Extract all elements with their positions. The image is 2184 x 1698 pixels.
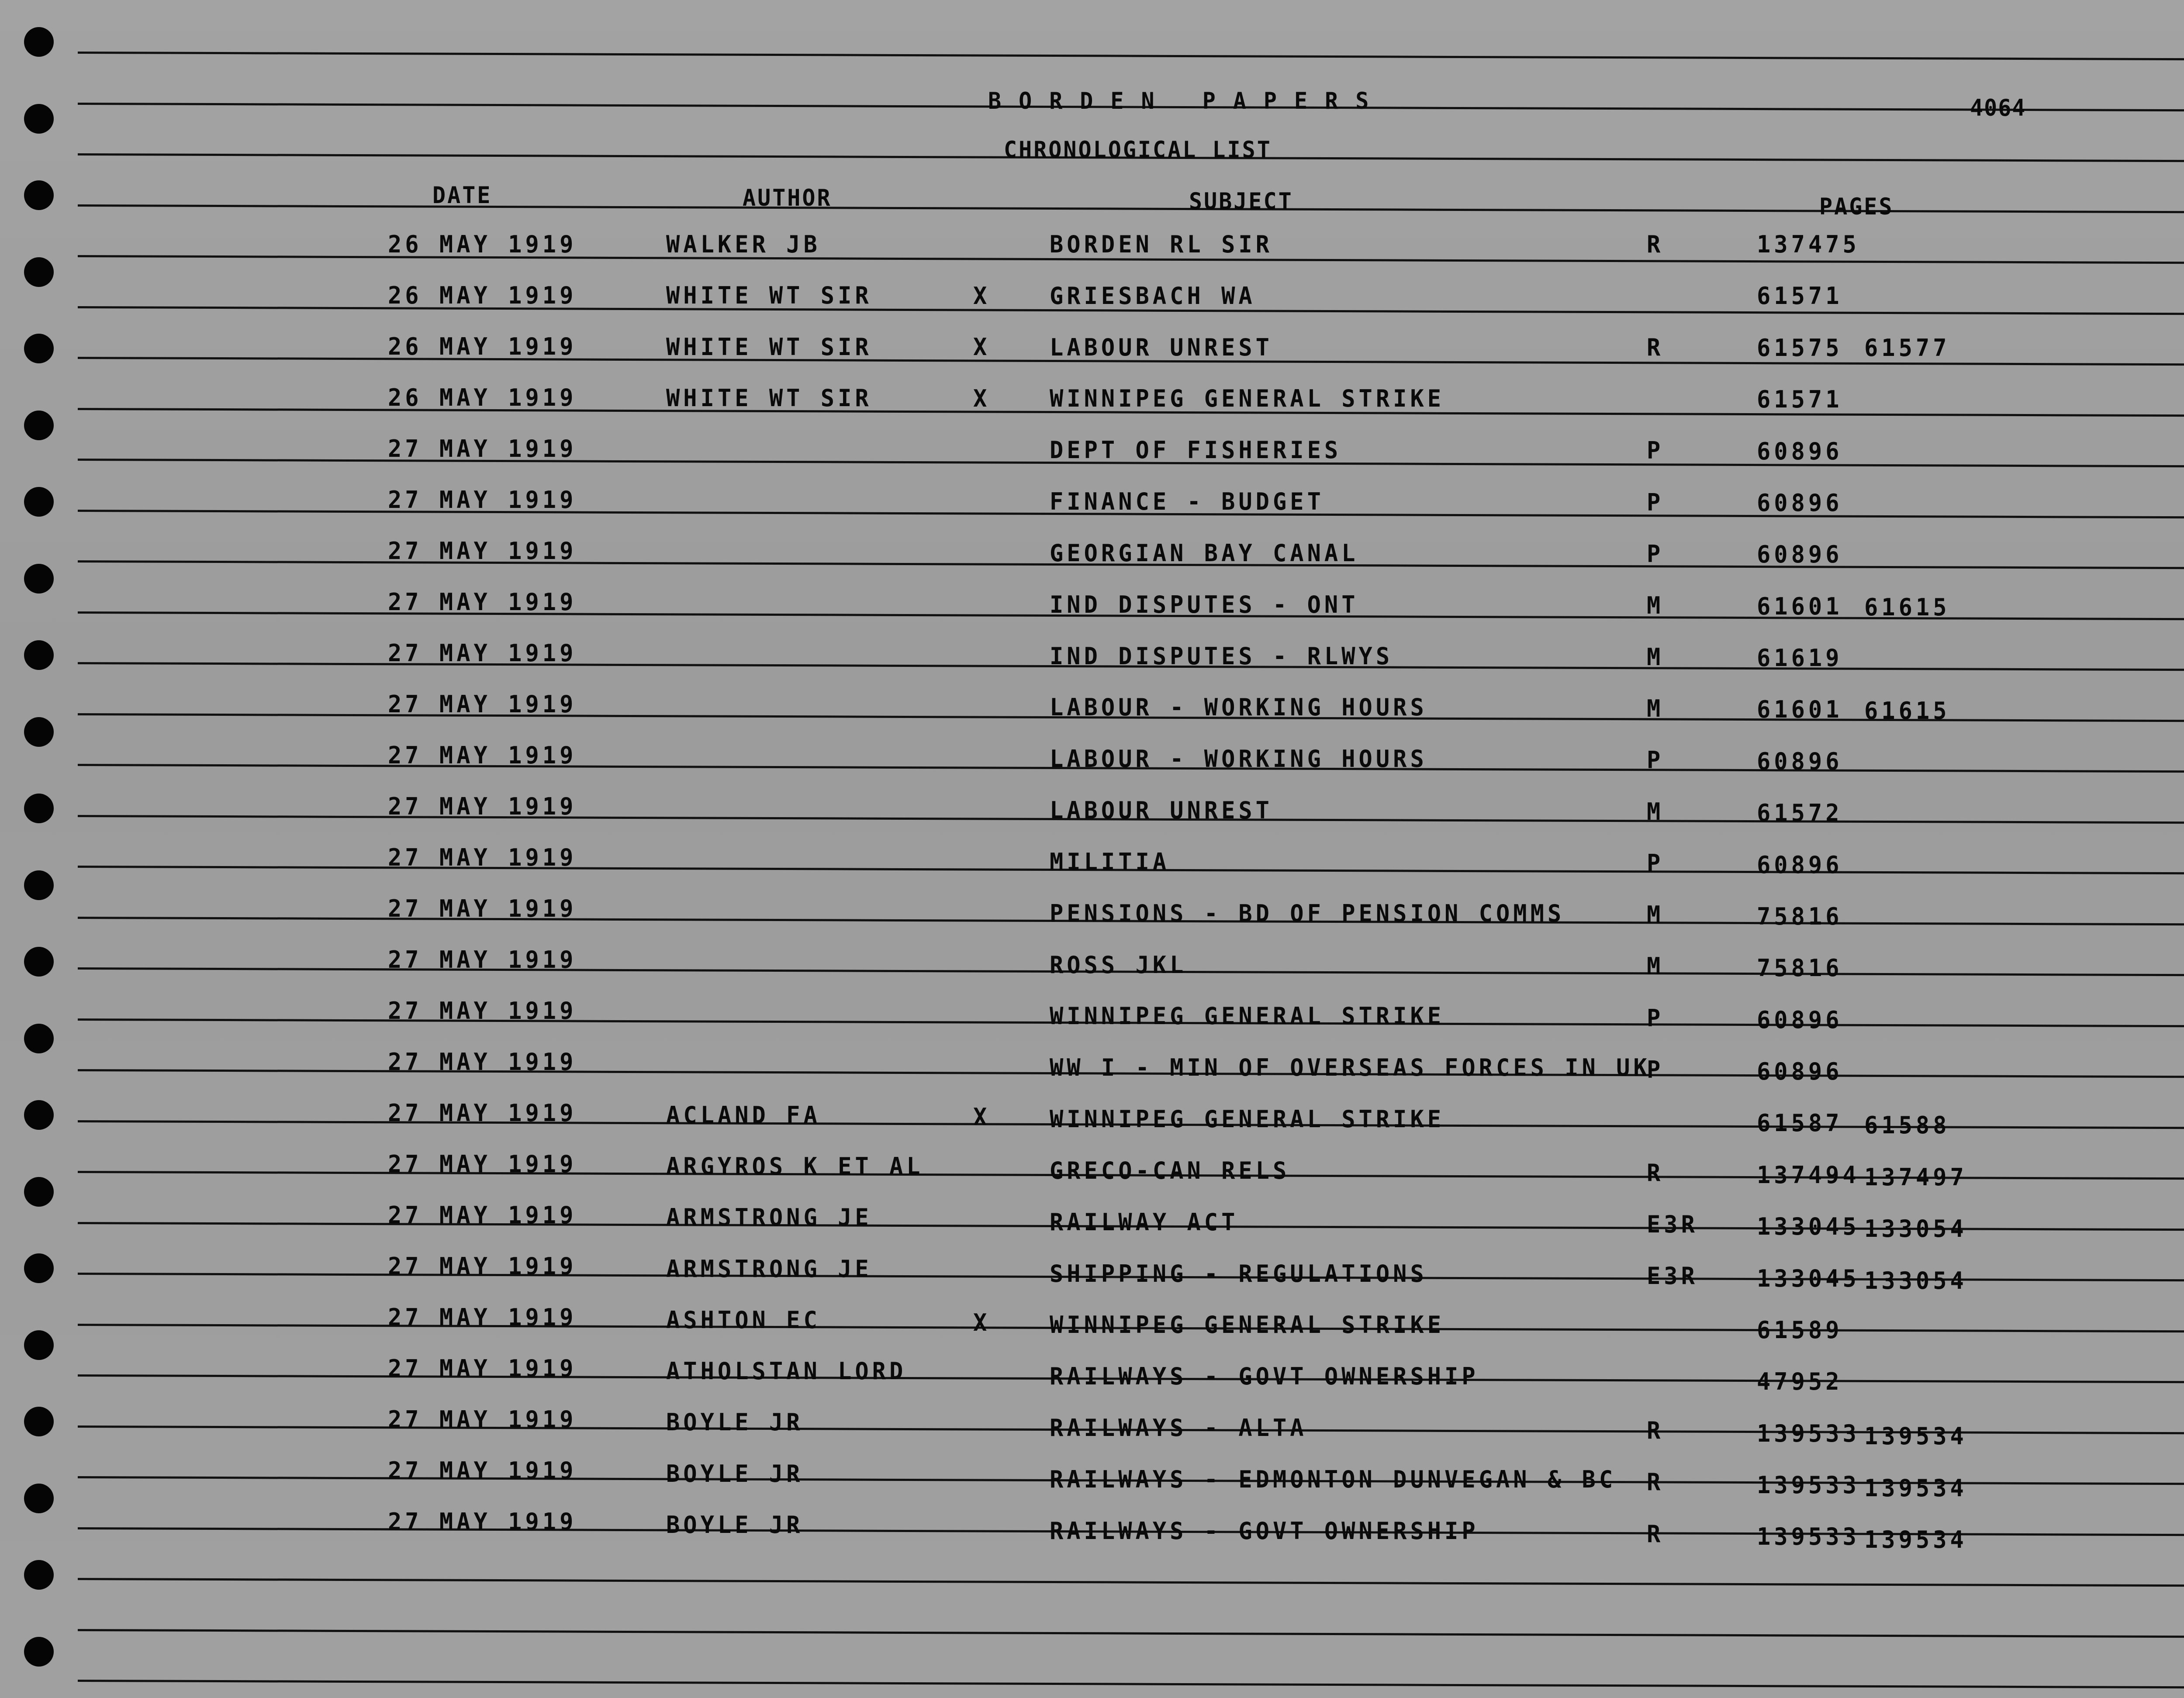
entry-date: 27 MAY 1919 (388, 1355, 577, 1383)
entry-flag: X (973, 333, 991, 361)
ruled-line (78, 1629, 2184, 1638)
entry-page-start: 137475 (1757, 231, 1860, 259)
entry-date: 26 MAY 1919 (388, 282, 577, 310)
entry-page-end: 61615 (1864, 697, 1950, 725)
entry-code: P (1647, 489, 1664, 516)
entry-subject: IND DISPUTES - RLWYS (1050, 642, 1393, 670)
entry-subject: GEORGIAN BAY CANAL (1050, 539, 1359, 567)
feed-hole (24, 1330, 54, 1360)
entry-code: R (1647, 1468, 1664, 1496)
entry-page-start: 139533 (1757, 1523, 1860, 1551)
entry-author: ARGYROS K ET AL (666, 1153, 924, 1180)
entry-subject: ROSS JKL (1050, 951, 1187, 979)
entry-page-start: 60896 (1757, 438, 1843, 465)
entry-subject: LABOUR UNREST (1050, 334, 1273, 362)
entry-author: ACLAND FA (666, 1101, 821, 1129)
entry-author: ARMSTRONG JE (666, 1204, 872, 1232)
entry-date: 26 MAY 1919 (388, 231, 577, 259)
entry-flag: X (973, 1103, 991, 1131)
entry-page-start: 61589 (1757, 1316, 1843, 1344)
entry-code: P (1647, 746, 1664, 774)
entry-subject: BORDEN RL SIR (1050, 231, 1273, 259)
entry-date: 26 MAY 1919 (388, 384, 577, 412)
entry-date: 27 MAY 1919 (388, 1508, 577, 1536)
entry-subject: RAILWAY ACT (1050, 1208, 1239, 1236)
entry-code: E3R (1647, 1262, 1698, 1290)
entry-page-start: 60896 (1757, 541, 1843, 569)
entry-code: R (1647, 1159, 1664, 1187)
entry-page-end: 133054 (1864, 1267, 1967, 1295)
entry-page-start: 61572 (1757, 799, 1843, 827)
feed-hole (24, 870, 54, 900)
entry-page-end: 139534 (1864, 1474, 1967, 1502)
entry-subject: WINNIPEG GENERAL STRIKE (1050, 1002, 1445, 1030)
entry-date: 27 MAY 1919 (388, 946, 577, 974)
entry-page-start: 61601 (1757, 696, 1843, 724)
feed-hole (24, 334, 54, 363)
entry-date: 27 MAY 1919 (388, 895, 577, 923)
entry-code: E3R (1647, 1211, 1698, 1239)
entry-page-end: 139534 (1864, 1422, 1967, 1450)
entry-code: P (1647, 1004, 1664, 1032)
entry-author: ARMSTRONG JE (666, 1255, 872, 1283)
entry-page-start: 60896 (1757, 748, 1843, 776)
entry-subject: WINNIPEG GENERAL STRIKE (1050, 385, 1445, 413)
entry-code: R (1647, 1520, 1664, 1548)
ruled-line (78, 52, 2184, 60)
entry-subject: WW I - MIN OF OVERSEAS FORCES IN UK (1050, 1054, 1651, 1082)
column-header-author: AUTHOR (743, 184, 832, 211)
entry-code: P (1647, 540, 1664, 568)
column-header-date: DATE (432, 182, 492, 209)
entry-subject: FINANCE - BUDGET (1050, 488, 1324, 516)
entry-subject: MILITIA (1050, 848, 1170, 876)
entry-author: WHITE WT SIR (666, 282, 872, 310)
entry-code: P (1647, 437, 1664, 465)
feed-hole (24, 1484, 54, 1513)
feed-hole (24, 947, 54, 977)
entry-date: 27 MAY 1919 (388, 1253, 577, 1280)
entry-subject: RAILWAYS - ALTA (1050, 1414, 1307, 1442)
tractor-feed-left (0, 0, 74, 1698)
entry-code: R (1647, 1417, 1664, 1445)
entry-page-start: 61575 (1757, 334, 1843, 362)
entry-code: P (1647, 1056, 1664, 1084)
entry-author: ATHOLSTAN LORD (666, 1357, 907, 1385)
entry-subject: LABOUR - WORKING HOURS (1050, 694, 1427, 721)
entry-page-start: 133045 (1757, 1265, 1860, 1292)
entry-page-start: 61601 (1757, 593, 1843, 621)
entry-subject: GRIESBACH WA (1050, 282, 1256, 310)
entry-date: 27 MAY 1919 (388, 435, 577, 463)
entry-author: WALKER JB (666, 231, 821, 259)
entry-code: R (1647, 334, 1664, 362)
entry-page-start: 60896 (1757, 1058, 1843, 1086)
ruled-line (78, 1578, 2184, 1587)
entry-date: 27 MAY 1919 (388, 1048, 577, 1076)
entry-flag: X (973, 1309, 991, 1337)
feed-hole (24, 104, 54, 134)
entry-author: WHITE WT SIR (666, 333, 872, 361)
feed-hole (24, 1407, 54, 1436)
entry-flag: X (973, 282, 991, 310)
entry-page-start: 61587 (1757, 1109, 1843, 1137)
entry-date: 27 MAY 1919 (388, 844, 577, 872)
entry-author: BOYLE JR (666, 1511, 804, 1539)
entry-date: 27 MAY 1919 (388, 486, 577, 514)
entry-subject: LABOUR - WORKING HOURS (1050, 745, 1427, 773)
entry-page-start: 139533 (1757, 1420, 1860, 1448)
entry-date: 27 MAY 1919 (388, 639, 577, 667)
feed-hole (24, 411, 54, 440)
entry-subject: LABOUR UNREST (1050, 797, 1273, 825)
entry-date: 27 MAY 1919 (388, 1406, 577, 1434)
entry-date: 27 MAY 1919 (388, 793, 577, 821)
entry-date: 26 MAY 1919 (388, 333, 577, 361)
column-header-pages: PAGES (1819, 193, 1894, 220)
entry-page-start: 137494 (1757, 1161, 1860, 1189)
entry-page-end: 61577 (1864, 334, 1950, 362)
feed-hole (24, 257, 54, 287)
entry-code: R (1647, 231, 1664, 259)
entry-author: WHITE WT SIR (666, 384, 872, 412)
entry-date: 27 MAY 1919 (388, 537, 577, 565)
entry-subject: WINNIPEG GENERAL STRIKE (1050, 1311, 1445, 1339)
entry-code: P (1647, 849, 1664, 877)
entry-subject: PENSIONS - BD OF PENSION COMMS (1050, 900, 1565, 928)
entry-flag: X (973, 385, 991, 413)
feed-hole (24, 1637, 54, 1667)
entry-date: 27 MAY 1919 (388, 1201, 577, 1229)
entry-page-start: 75816 (1757, 903, 1843, 931)
feed-hole (24, 487, 54, 517)
entry-page-start: 60896 (1757, 851, 1843, 879)
page-number: 4064 (1970, 94, 2026, 121)
entry-page-start: 60896 (1757, 489, 1843, 517)
feed-hole (24, 794, 54, 823)
feed-hole (24, 640, 54, 670)
entry-page-start: 139533 (1757, 1471, 1860, 1499)
feed-hole (24, 27, 54, 57)
feed-hole (24, 717, 54, 747)
entry-date: 27 MAY 1919 (388, 742, 577, 770)
feed-hole (24, 1253, 54, 1283)
entry-date: 27 MAY 1919 (388, 1304, 577, 1332)
entry-subject: RAILWAYS - EDMONTON DUNVEGAN & BC (1050, 1466, 1617, 1494)
entry-author: BOYLE JR (666, 1408, 804, 1436)
entry-subject: DEPT OF FISHERIES (1050, 436, 1342, 464)
entry-page-start: 47952 (1757, 1368, 1843, 1396)
entry-code: M (1647, 643, 1664, 671)
ruled-line (78, 1680, 2184, 1688)
entry-date: 27 MAY 1919 (388, 1099, 577, 1127)
feed-hole (24, 1177, 54, 1207)
column-header-subject: SUBJECT (1189, 188, 1293, 215)
entry-code: M (1647, 798, 1664, 826)
entry-page-end: 139534 (1864, 1526, 1967, 1554)
feed-hole (24, 1024, 54, 1053)
entry-author: BOYLE JR (666, 1460, 804, 1488)
entry-subject: RAILWAYS - GOVT OWNERSHIP (1050, 1517, 1479, 1545)
feed-hole (24, 1560, 54, 1590)
entry-page-start: 61619 (1757, 644, 1843, 672)
feed-hole (24, 1100, 54, 1130)
entry-date: 27 MAY 1919 (388, 997, 577, 1025)
entry-subject: GRECO-CAN RELS (1050, 1157, 1290, 1185)
entry-page-end: 133054 (1864, 1215, 1967, 1243)
entry-page-end: 137497 (1864, 1163, 1967, 1191)
entry-page-start: 75816 (1757, 954, 1843, 982)
entry-page-start: 61571 (1757, 282, 1843, 310)
entry-page-start: 133045 (1757, 1213, 1860, 1241)
feed-hole (24, 564, 54, 594)
entry-page-end: 61615 (1864, 594, 1950, 621)
entry-page-start: 60896 (1757, 1006, 1843, 1034)
entry-subject: RAILWAYS - GOVT OWNERSHIP (1050, 1363, 1479, 1391)
document-title: BORDEN PAPERS (988, 87, 1386, 114)
entry-page-start: 61571 (1757, 386, 1843, 414)
document-subtitle: CHRONOLOGICAL LIST (1004, 136, 1272, 163)
entry-subject: SHIPPING - REGULATIONS (1050, 1260, 1427, 1287)
entry-code: M (1647, 901, 1664, 929)
entry-date: 27 MAY 1919 (388, 1457, 577, 1485)
entry-date: 27 MAY 1919 (388, 1150, 577, 1178)
entry-code: M (1647, 592, 1664, 620)
entry-author: ASHTON EC (666, 1306, 821, 1334)
entry-subject: WINNIPEG GENERAL STRIKE (1050, 1105, 1445, 1133)
entry-subject: IND DISPUTES - ONT (1050, 591, 1359, 619)
entry-page-end: 61588 (1864, 1111, 1950, 1139)
entry-code: M (1647, 953, 1664, 980)
entry-date: 27 MAY 1919 (388, 588, 577, 616)
entry-date: 27 MAY 1919 (388, 690, 577, 718)
entry-code: M (1647, 695, 1664, 723)
feed-hole (24, 180, 54, 210)
